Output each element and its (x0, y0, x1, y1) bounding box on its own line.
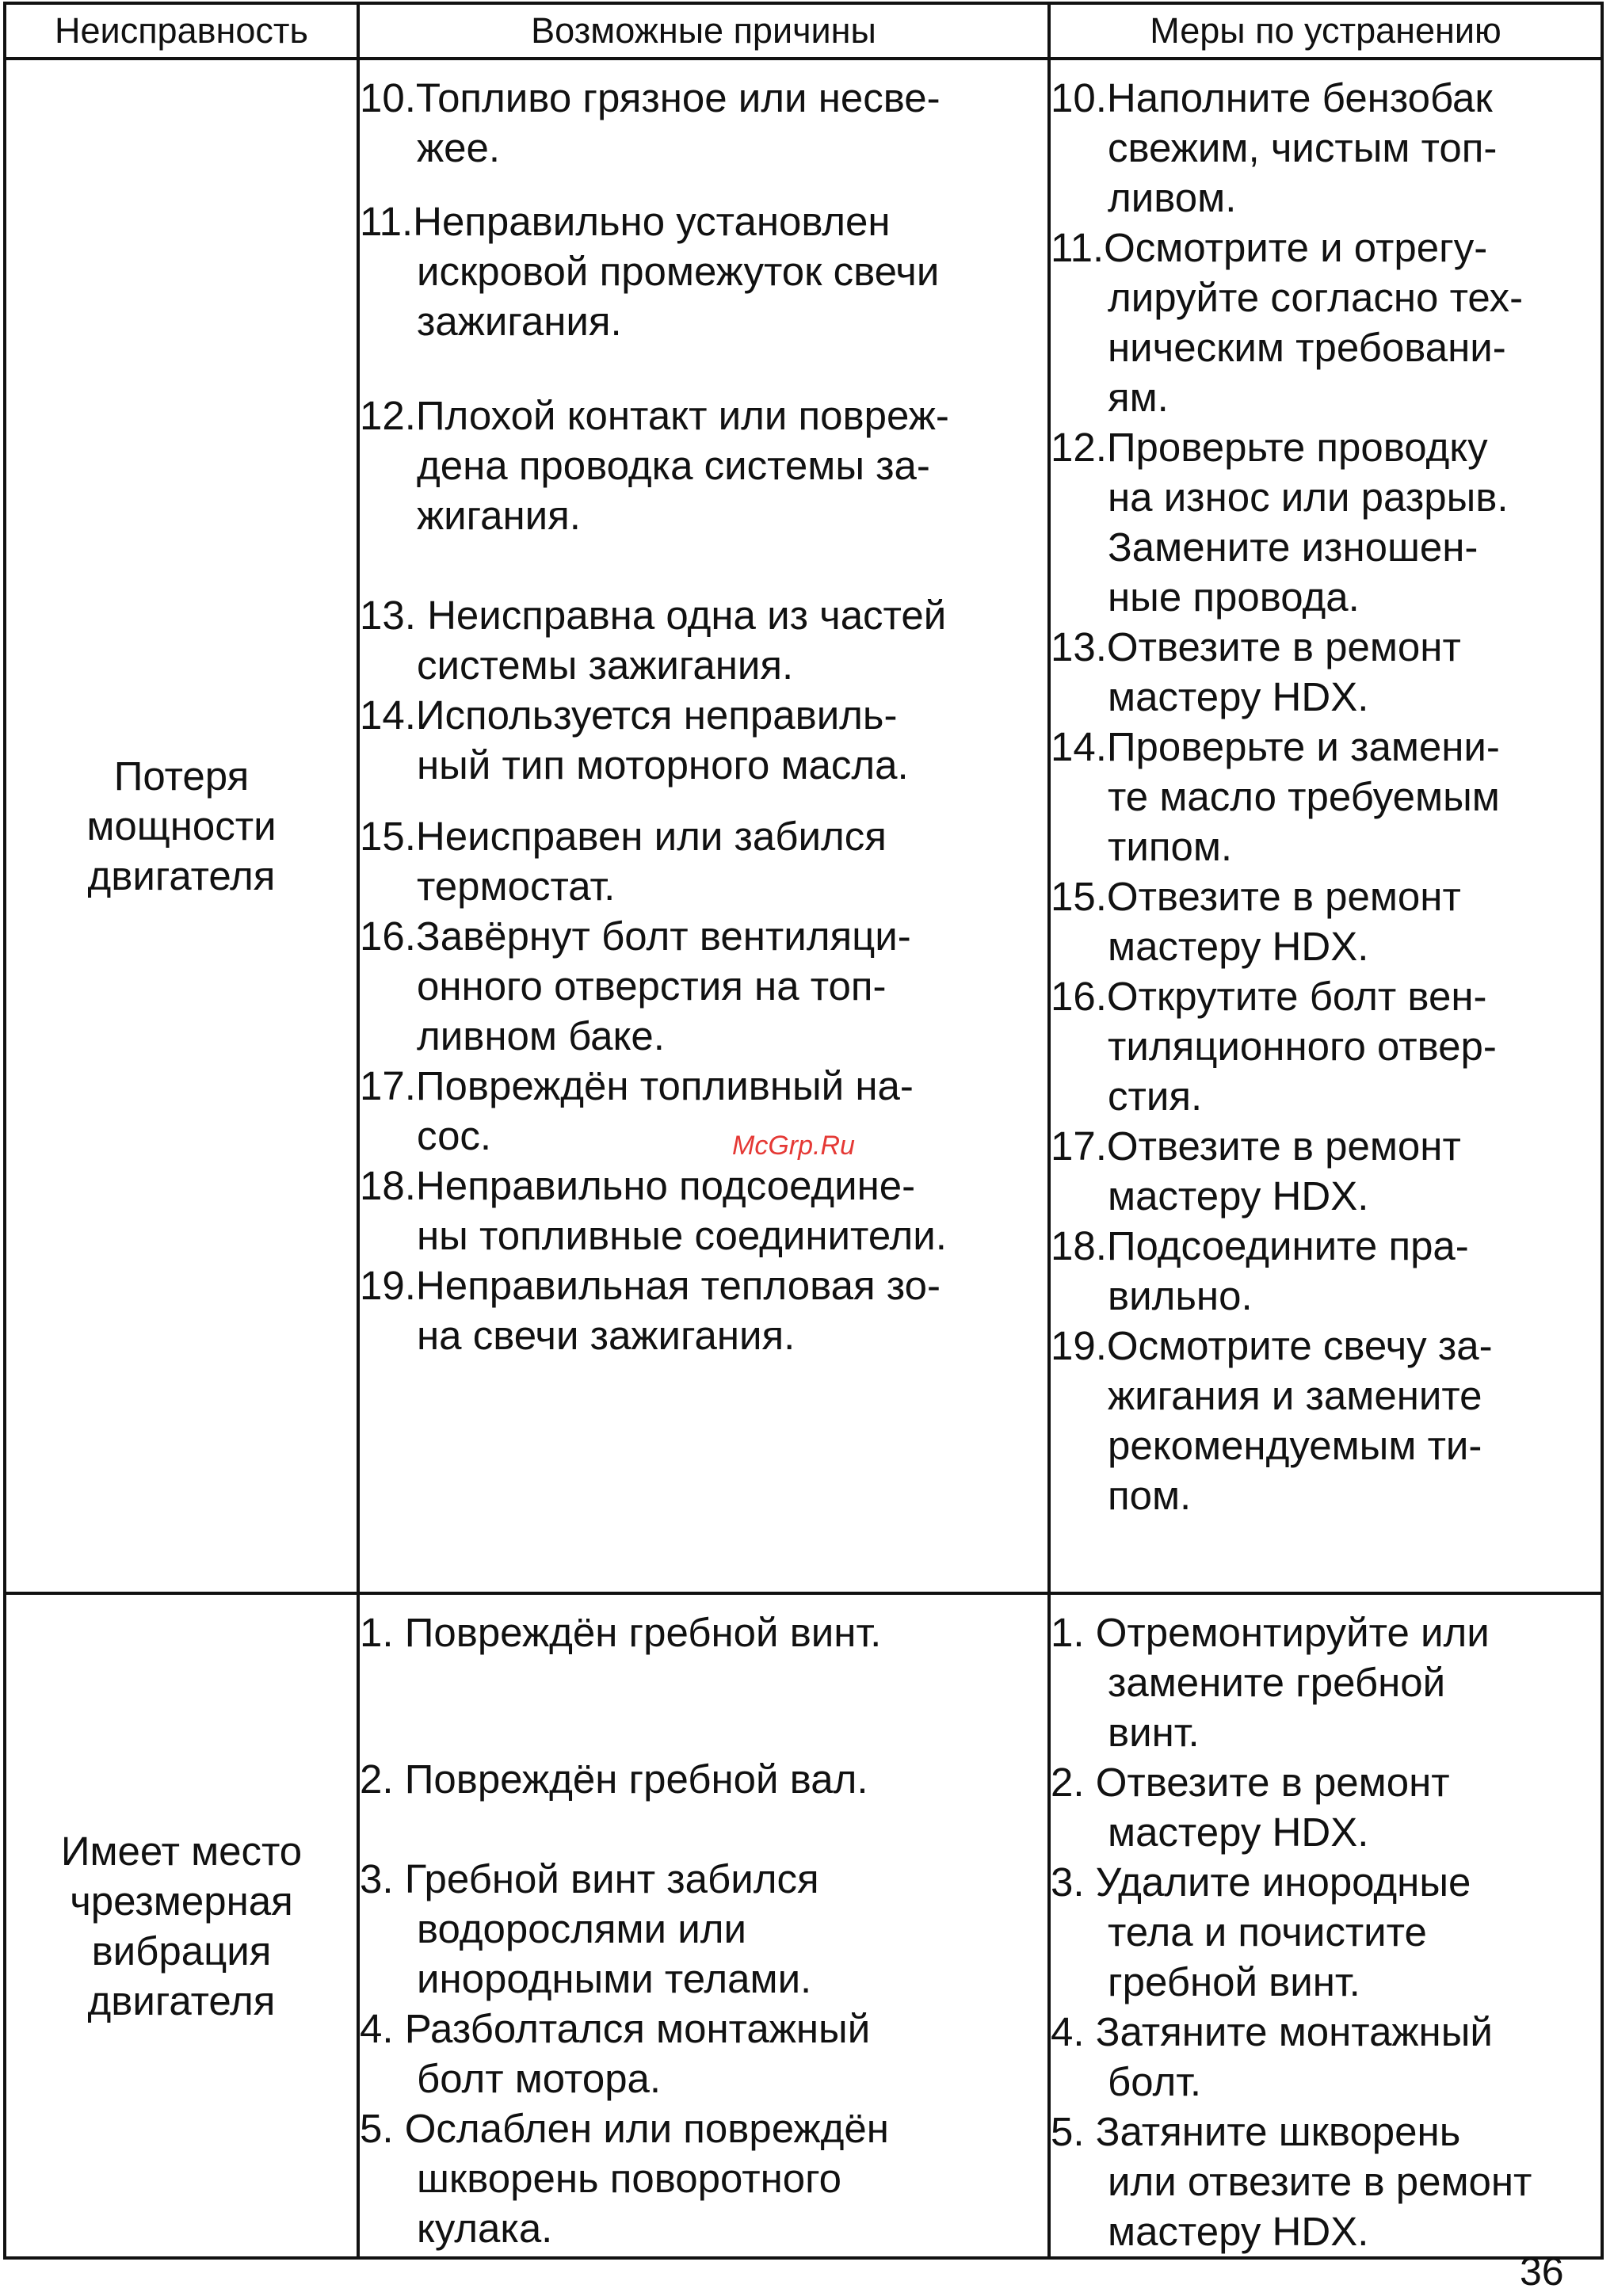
list-item: 12.Плохой контакт или повреж- дена проводка системы за- жигания. (360, 393, 949, 538)
remedies-cell (1049, 59, 1602, 1593)
list-item: 5. Ослаблен или повреждён шкворень поворотного кулака. (360, 2106, 889, 2251)
table-row (5, 1593, 1602, 2258)
list-item: 14.Используется неправиль- ный тип моторного масла. (360, 692, 909, 788)
list-item: 11.Неправильно установлен искровой промежуток свечи зажигания. (360, 199, 940, 344)
remedies-list (1051, 1595, 1601, 2256)
remedies-list (1051, 60, 1601, 1520)
list-item: 3. Удалите инородные тела и почистите гребной винт. (1051, 1859, 1471, 2004)
list-item: 13.Отвезите в ремонт мастеру HDX. (1051, 624, 1461, 719)
header-remedies: Меры по устранению (1049, 3, 1602, 59)
list-item: 16.Открутите болт вен- тиляционного отвер- стия. (1051, 974, 1497, 1119)
causes-cell (358, 1593, 1049, 2258)
fault-label: Имеет место чрезмерная вибрация двигателя (60, 1828, 303, 2023)
list-item: 18.Неправильно подсоедине- ны топливные соединители. (360, 1163, 947, 1258)
list-item: 3. Гребной винт забился водорослями или инородными телами. (360, 1856, 819, 2001)
list-item: 18.Подсоедините пра- вильно. (1051, 1223, 1469, 1318)
list-item: 19.Осмотрите свечу за- жигания и замените рекомендуемым ти- пом. (1051, 1323, 1493, 1518)
causes-list (360, 60, 1047, 1360)
fault-label: Потеря мощности двигателя (86, 753, 277, 898)
list-item: 1. Повреждён гребной винт. (360, 1610, 882, 1655)
causes-cell (358, 59, 1049, 1593)
list-item: 13. Неисправна одна из частей системы зажигания. (360, 593, 947, 688)
list-item: 2. Отвезите в ремонт мастеру HDX. (1051, 1760, 1450, 1855)
header-causes: Возможные причины (358, 3, 1049, 59)
fault-cell (5, 1593, 358, 2258)
list-item: 4. Затяните монтажный болт. (1051, 2009, 1493, 2104)
list-item: 16.Завёрнут болт вентиляци- онного отверстия на топ- ливном баке. (360, 913, 911, 1058)
watermark: McGrp.Ru (732, 1131, 855, 1161)
list-item: 5. Затяните шкворень или отвезите в ремонт мастеру HDX. (1051, 2109, 1532, 2254)
list-item: 11.Осмотрите и отрегу- лируйте согласно тех- ническим требовани- ям. (1051, 225, 1524, 420)
page-number: 36 (1520, 2249, 1564, 2294)
table-header-row (5, 3, 1602, 59)
list-item: 14.Проверьте и замени- те масло требуемым типом. (1051, 724, 1500, 869)
list-item: 10.Топливо грязное или несве- жее. (360, 75, 941, 170)
header-fault: Неисправность (5, 3, 358, 59)
remedies-cell (1049, 1593, 1602, 2258)
list-item: 15.Отвезите в ремонт мастеру HDX. (1051, 874, 1461, 969)
list-item: 2. Повреждён гребной вал. (360, 1756, 868, 1802)
table-row (5, 59, 1602, 1593)
list-item: 17.Повреждён топливный на- сос. (360, 1063, 914, 1158)
list-item: 12.Проверьте проводку на износ или разрыв. Замените изношен- ные провода. (1051, 425, 1509, 620)
list-item: 15.Неисправен или забился термостат. (360, 814, 887, 909)
list-item: 4. Разболтался монтажный болт мотора. (360, 2006, 871, 2101)
list-item: 19.Неправильная тепловая зо- на свечи зажигания. (360, 1263, 941, 1358)
fault-cell (5, 59, 358, 1593)
list-item: 10.Наполните бензобак свежим, чистым топ- ливом. (1051, 75, 1498, 220)
causes-list (360, 1595, 1047, 2253)
list-item: 1. Отремонтируйте или замените гребной винт. (1051, 1610, 1490, 1755)
list-item: 17.Отвезите в ремонт мастеру HDX. (1051, 1123, 1461, 1219)
